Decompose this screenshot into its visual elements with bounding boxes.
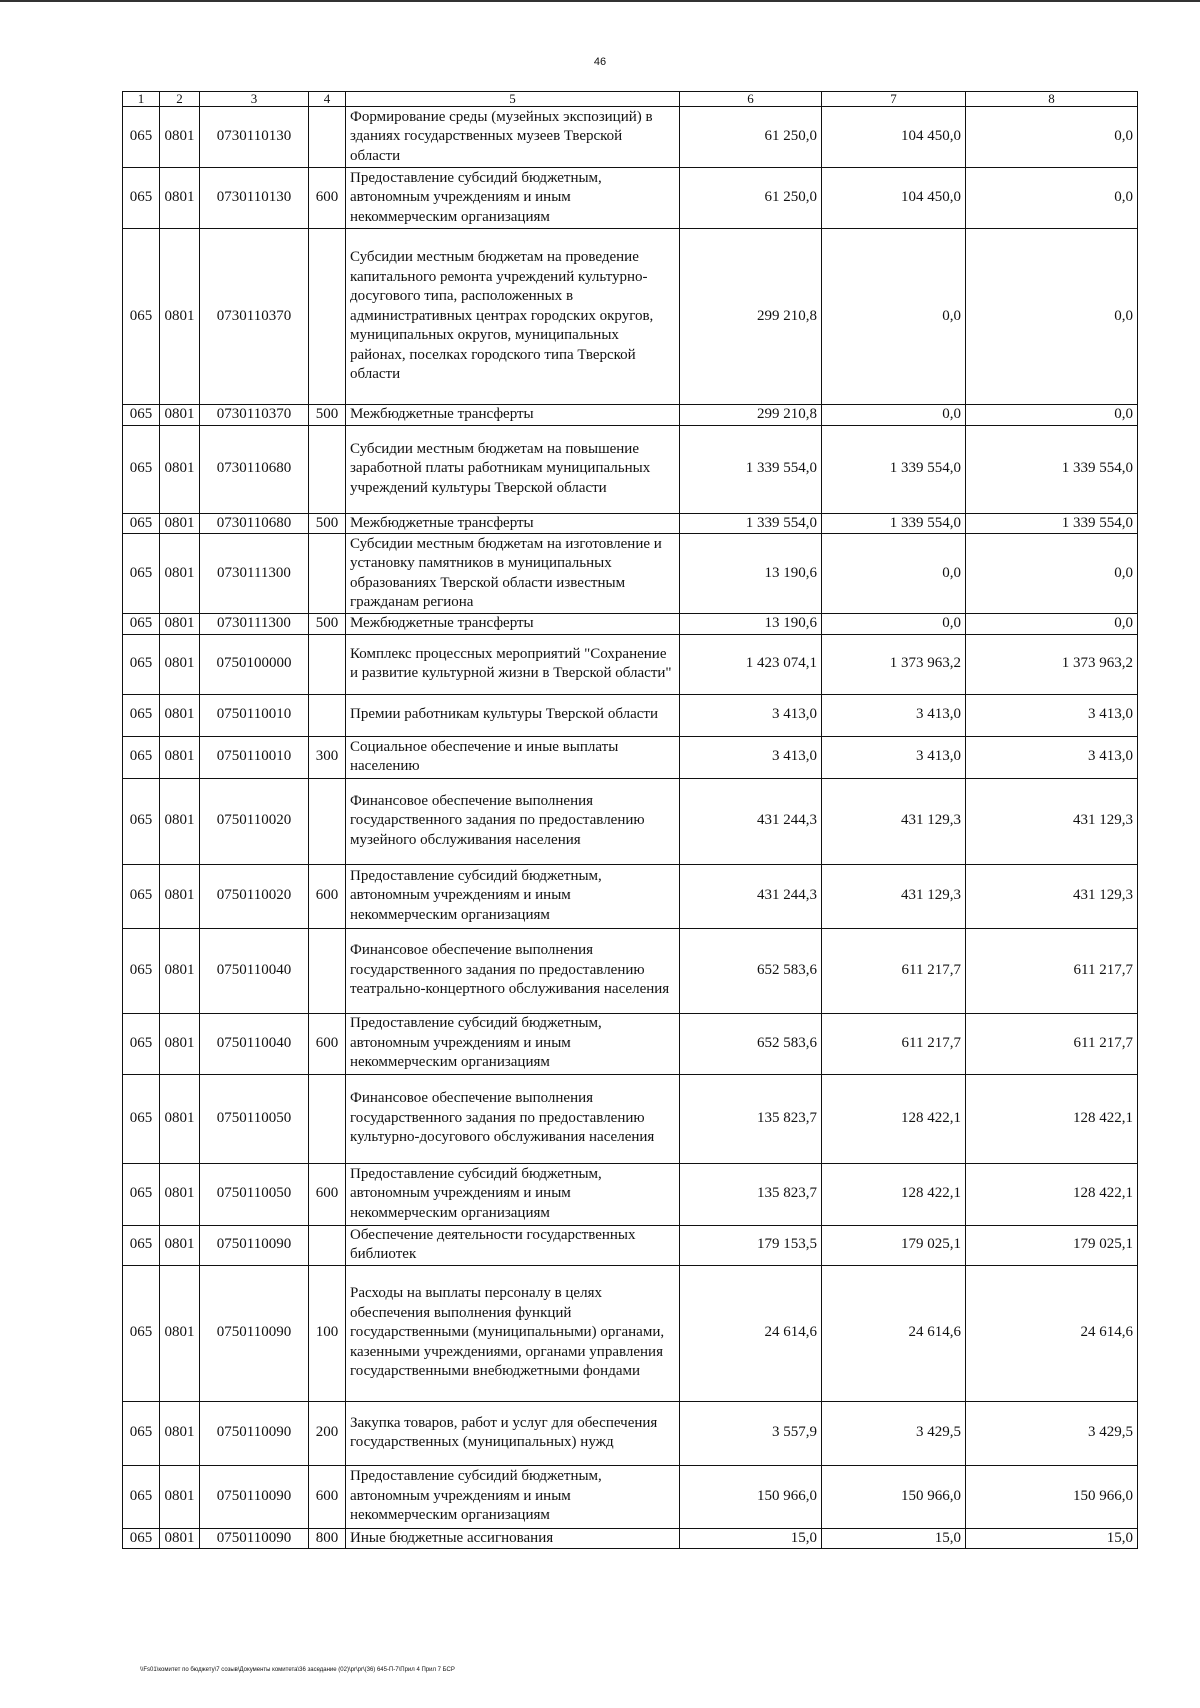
cell-target-article: 0730110680 <box>200 513 309 534</box>
cell-expense-type: 200 <box>309 1401 346 1465</box>
cell-ministry-code: 065 <box>123 534 160 614</box>
cell-description: Предоставление субсидий бюджетным, автономным учреждениям и иным некоммерческим организациям <box>346 1465 680 1528</box>
cell-description: Комплекс процессных мероприятий "Сохранение и развитие культурной жизни в Тверской области" <box>346 634 680 694</box>
cell-amount-2026: 150 966,0 <box>966 1465 1138 1528</box>
cell-expense-type: 500 <box>309 513 346 534</box>
cell-description: Межбюджетные трансферты <box>346 614 680 635</box>
table-row <box>123 778 1138 864</box>
cell-target-article: 0730110130 <box>200 107 309 168</box>
column-header: 7 <box>822 92 966 107</box>
cell-section-code: 0801 <box>160 778 200 864</box>
cell-section-code: 0801 <box>160 634 200 694</box>
cell-expense-type: 500 <box>309 405 346 426</box>
table-row <box>123 694 1138 736</box>
table-row <box>123 534 1138 614</box>
cell-description: Субсидии местным бюджетам на повышение заработной платы работникам муниципальных учреждений культуры Тверской области <box>346 425 680 513</box>
cell-expense-type <box>309 229 346 405</box>
cell-ministry-code: 065 <box>123 229 160 405</box>
cell-target-article: 0750110090 <box>200 1465 309 1528</box>
cell-target-article: 0750110040 <box>200 1013 309 1074</box>
cell-expense-type: 600 <box>309 864 346 928</box>
cell-amount-2026: 128 422,1 <box>966 1074 1138 1163</box>
cell-amount-2024: 15,0 <box>680 1528 822 1549</box>
cell-section-code: 0801 <box>160 107 200 168</box>
cell-ministry-code: 065 <box>123 1225 160 1265</box>
column-header: 5 <box>346 92 680 107</box>
cell-description: Субсидии местным бюджетам на проведение капитального ремонта учреждений культурно-досугового типа, расположенных в административных центрах городских округов, муниципальных округов, муниципальных районах, поселках городского типа Тверской области <box>346 229 680 405</box>
table-row <box>123 864 1138 928</box>
column-header: 4 <box>309 92 346 107</box>
table-row <box>123 107 1138 168</box>
cell-section-code: 0801 <box>160 694 200 736</box>
cell-amount-2026: 3 429,5 <box>966 1401 1138 1465</box>
cell-section-code: 0801 <box>160 229 200 405</box>
cell-amount-2024: 13 190,6 <box>680 614 822 635</box>
cell-amount-2025: 150 966,0 <box>822 1465 966 1528</box>
table-row <box>123 405 1138 426</box>
cell-target-article: 0750110050 <box>200 1163 309 1225</box>
cell-section-code: 0801 <box>160 736 200 778</box>
cell-expense-type: 500 <box>309 614 346 635</box>
cell-amount-2025: 24 614,6 <box>822 1265 966 1401</box>
cell-amount-2025: 0,0 <box>822 534 966 614</box>
cell-description: Обеспечение деятельности государственных библиотек <box>346 1225 680 1265</box>
cell-section-code: 0801 <box>160 1013 200 1074</box>
cell-amount-2025: 431 129,3 <box>822 778 966 864</box>
cell-expense-type <box>309 928 346 1013</box>
footer-file-path: \\Fs01\комитет по бюджету\7 созыв\Документы комитета\36 заседание (02)\pr\pr\(36) 645-П-7\Прил 4 Прил 7 БСР <box>140 1667 455 1673</box>
cell-amount-2025: 0,0 <box>822 229 966 405</box>
cell-amount-2026: 179 025,1 <box>966 1225 1138 1265</box>
cell-amount-2026: 1 339 554,0 <box>966 513 1138 534</box>
cell-description: Финансовое обеспечение выполнения государственного задания по предоставлению театрально-концертного обслуживания населения <box>346 928 680 1013</box>
cell-ministry-code: 065 <box>123 107 160 168</box>
cell-ministry-code: 065 <box>123 1265 160 1401</box>
cell-section-code: 0801 <box>160 513 200 534</box>
cell-target-article: 0730111300 <box>200 534 309 614</box>
cell-ministry-code: 065 <box>123 1163 160 1225</box>
cell-description: Предоставление субсидий бюджетным, автономным учреждениям и иным некоммерческим организациям <box>346 864 680 928</box>
cell-amount-2024: 299 210,8 <box>680 229 822 405</box>
cell-ministry-code: 065 <box>123 1528 160 1549</box>
column-header: 3 <box>200 92 309 107</box>
cell-amount-2026: 0,0 <box>966 534 1138 614</box>
table-row <box>123 1265 1138 1401</box>
table-row <box>123 1528 1138 1549</box>
cell-amount-2025: 1 339 554,0 <box>822 513 966 534</box>
table-row <box>123 1013 1138 1074</box>
cell-target-article: 0730110130 <box>200 168 309 229</box>
cell-amount-2026: 0,0 <box>966 405 1138 426</box>
cell-target-article: 0730110680 <box>200 425 309 513</box>
cell-expense-type: 600 <box>309 168 346 229</box>
cell-amount-2026: 431 129,3 <box>966 778 1138 864</box>
cell-amount-2024: 299 210,8 <box>680 405 822 426</box>
cell-description: Межбюджетные трансферты <box>346 513 680 534</box>
cell-amount-2024: 24 614,6 <box>680 1265 822 1401</box>
cell-description: Социальное обеспечение и иные выплаты населению <box>346 736 680 778</box>
cell-expense-type <box>309 694 346 736</box>
cell-section-code: 0801 <box>160 864 200 928</box>
cell-target-article: 0750110090 <box>200 1401 309 1465</box>
cell-amount-2024: 3 413,0 <box>680 694 822 736</box>
cell-expense-type: 800 <box>309 1528 346 1549</box>
cell-ministry-code: 065 <box>123 778 160 864</box>
cell-expense-type <box>309 534 346 614</box>
budget-table <box>122 91 1138 1549</box>
cell-amount-2025: 179 025,1 <box>822 1225 966 1265</box>
cell-ministry-code: 065 <box>123 513 160 534</box>
cell-target-article: 0750110090 <box>200 1265 309 1401</box>
cell-amount-2025: 1 373 963,2 <box>822 634 966 694</box>
cell-amount-2024: 431 244,3 <box>680 864 822 928</box>
cell-target-article: 0750110050 <box>200 1074 309 1163</box>
cell-ministry-code: 065 <box>123 425 160 513</box>
cell-amount-2025: 128 422,1 <box>822 1163 966 1225</box>
cell-ministry-code: 065 <box>123 736 160 778</box>
cell-amount-2025: 611 217,7 <box>822 928 966 1013</box>
table-row <box>123 513 1138 534</box>
cell-section-code: 0801 <box>160 1528 200 1549</box>
cell-target-article: 0730110370 <box>200 405 309 426</box>
cell-target-article: 0730111300 <box>200 614 309 635</box>
cell-amount-2026: 128 422,1 <box>966 1163 1138 1225</box>
table-row <box>123 168 1138 229</box>
cell-amount-2024: 150 966,0 <box>680 1465 822 1528</box>
cell-expense-type: 300 <box>309 736 346 778</box>
cell-expense-type <box>309 1074 346 1163</box>
cell-amount-2024: 1 339 554,0 <box>680 513 822 534</box>
page-number: 46 <box>593 56 607 68</box>
cell-ministry-code: 065 <box>123 694 160 736</box>
cell-ministry-code: 065 <box>123 1465 160 1528</box>
cell-ministry-code: 065 <box>123 1401 160 1465</box>
table-row <box>123 736 1138 778</box>
cell-amount-2024: 61 250,0 <box>680 168 822 229</box>
cell-description: Субсидии местным бюджетам на изготовление и установку памятников в муниципальных образованиях Тверской области известным гражданам региона <box>346 534 680 614</box>
cell-amount-2026: 611 217,7 <box>966 928 1138 1013</box>
cell-description: Финансовое обеспечение выполнения государственного задания по предоставлению культурно-досугового обслуживания населения <box>346 1074 680 1163</box>
cell-amount-2026: 0,0 <box>966 229 1138 405</box>
cell-ministry-code: 065 <box>123 864 160 928</box>
cell-ministry-code: 065 <box>123 405 160 426</box>
cell-amount-2024: 431 244,3 <box>680 778 822 864</box>
cell-amount-2024: 652 583,6 <box>680 928 822 1013</box>
cell-amount-2024: 1 423 074,1 <box>680 634 822 694</box>
cell-section-code: 0801 <box>160 928 200 1013</box>
table-row <box>123 634 1138 694</box>
cell-amount-2026: 1 373 963,2 <box>966 634 1138 694</box>
table-row <box>123 928 1138 1013</box>
cell-ministry-code: 065 <box>123 1013 160 1074</box>
cell-amount-2026: 431 129,3 <box>966 864 1138 928</box>
cell-section-code: 0801 <box>160 614 200 635</box>
cell-amount-2025: 3 413,0 <box>822 736 966 778</box>
cell-description: Иные бюджетные ассигнования <box>346 1528 680 1549</box>
cell-amount-2024: 3 413,0 <box>680 736 822 778</box>
cell-ministry-code: 065 <box>123 1074 160 1163</box>
column-header: 2 <box>160 92 200 107</box>
cell-description: Межбюджетные трансферты <box>346 405 680 426</box>
cell-amount-2024: 61 250,0 <box>680 107 822 168</box>
scan-edge-line <box>0 0 1200 2</box>
table-row <box>123 1074 1138 1163</box>
cell-amount-2024: 179 153,5 <box>680 1225 822 1265</box>
cell-expense-type <box>309 425 346 513</box>
cell-target-article: 0750100000 <box>200 634 309 694</box>
cell-amount-2024: 1 339 554,0 <box>680 425 822 513</box>
cell-description: Предоставление субсидий бюджетным, автономным учреждениям и иным некоммерческим организациям <box>346 1013 680 1074</box>
cell-section-code: 0801 <box>160 1225 200 1265</box>
cell-section-code: 0801 <box>160 1163 200 1225</box>
cell-expense-type <box>309 778 346 864</box>
cell-section-code: 0801 <box>160 168 200 229</box>
table-row <box>123 614 1138 635</box>
cell-expense-type: 100 <box>309 1265 346 1401</box>
table-header-row <box>123 92 1138 107</box>
cell-description: Расходы на выплаты персоналу в целях обеспечения выполнения функций государственными (муниципальными) органами, казенными учреждениями, органами управления государственными внебюджетными фондами <box>346 1265 680 1401</box>
cell-section-code: 0801 <box>160 405 200 426</box>
cell-amount-2026: 0,0 <box>966 614 1138 635</box>
cell-amount-2026: 0,0 <box>966 107 1138 168</box>
cell-amount-2025: 0,0 <box>822 614 966 635</box>
table-row <box>123 1225 1138 1265</box>
cell-amount-2026: 24 614,6 <box>966 1265 1138 1401</box>
cell-expense-type <box>309 634 346 694</box>
cell-target-article: 0750110010 <box>200 736 309 778</box>
cell-expense-type: 600 <box>309 1163 346 1225</box>
cell-amount-2026: 1 339 554,0 <box>966 425 1138 513</box>
cell-target-article: 0750110040 <box>200 928 309 1013</box>
cell-amount-2024: 652 583,6 <box>680 1013 822 1074</box>
cell-section-code: 0801 <box>160 425 200 513</box>
cell-amount-2026: 611 217,7 <box>966 1013 1138 1074</box>
cell-expense-type <box>309 107 346 168</box>
cell-amount-2025: 0,0 <box>822 405 966 426</box>
column-header: 6 <box>680 92 822 107</box>
cell-target-article: 0730110370 <box>200 229 309 405</box>
cell-expense-type: 600 <box>309 1013 346 1074</box>
cell-amount-2024: 13 190,6 <box>680 534 822 614</box>
cell-target-article: 0750110020 <box>200 778 309 864</box>
cell-target-article: 0750110090 <box>200 1225 309 1265</box>
cell-section-code: 0801 <box>160 1265 200 1401</box>
cell-ministry-code: 065 <box>123 928 160 1013</box>
cell-section-code: 0801 <box>160 1401 200 1465</box>
cell-amount-2024: 135 823,7 <box>680 1163 822 1225</box>
cell-target-article: 0750110090 <box>200 1528 309 1549</box>
cell-section-code: 0801 <box>160 1074 200 1163</box>
column-header: 1 <box>123 92 160 107</box>
cell-ministry-code: 065 <box>123 614 160 635</box>
cell-amount-2025: 3 429,5 <box>822 1401 966 1465</box>
table-row <box>123 1401 1138 1465</box>
cell-amount-2025: 104 450,0 <box>822 168 966 229</box>
cell-expense-type: 600 <box>309 1465 346 1528</box>
cell-description: Закупка товаров, работ и услуг для обеспечения государственных (муниципальных) нужд <box>346 1401 680 1465</box>
cell-amount-2025: 128 422,1 <box>822 1074 966 1163</box>
cell-amount-2025: 104 450,0 <box>822 107 966 168</box>
cell-description: Премии работникам культуры Тверской области <box>346 694 680 736</box>
cell-amount-2025: 3 413,0 <box>822 694 966 736</box>
cell-expense-type <box>309 1225 346 1265</box>
table-row <box>123 1465 1138 1528</box>
cell-amount-2025: 1 339 554,0 <box>822 425 966 513</box>
column-header: 8 <box>966 92 1138 107</box>
cell-description: Предоставление субсидий бюджетным, автономным учреждениям и иным некоммерческим организациям <box>346 1163 680 1225</box>
cell-amount-2024: 135 823,7 <box>680 1074 822 1163</box>
cell-amount-2026: 3 413,0 <box>966 736 1138 778</box>
cell-amount-2024: 3 557,9 <box>680 1401 822 1465</box>
cell-description: Финансовое обеспечение выполнения государственного задания по предоставлению музейного обслуживания населения <box>346 778 680 864</box>
cell-description: Предоставление субсидий бюджетным, автономным учреждениям и иным некоммерческим организациям <box>346 168 680 229</box>
cell-amount-2025: 15,0 <box>822 1528 966 1549</box>
cell-amount-2025: 611 217,7 <box>822 1013 966 1074</box>
cell-section-code: 0801 <box>160 534 200 614</box>
table-row <box>123 425 1138 513</box>
cell-ministry-code: 065 <box>123 634 160 694</box>
cell-section-code: 0801 <box>160 1465 200 1528</box>
cell-amount-2025: 431 129,3 <box>822 864 966 928</box>
cell-description: Формирование среды (музейных экспозиций) в зданиях государственных музеев Тверской области <box>346 107 680 168</box>
cell-target-article: 0750110010 <box>200 694 309 736</box>
table-row <box>123 1163 1138 1225</box>
cell-amount-2026: 0,0 <box>966 168 1138 229</box>
cell-ministry-code: 065 <box>123 168 160 229</box>
cell-amount-2026: 15,0 <box>966 1528 1138 1549</box>
table-row <box>123 229 1138 405</box>
table-body <box>123 107 1138 1549</box>
cell-amount-2026: 3 413,0 <box>966 694 1138 736</box>
cell-target-article: 0750110020 <box>200 864 309 928</box>
